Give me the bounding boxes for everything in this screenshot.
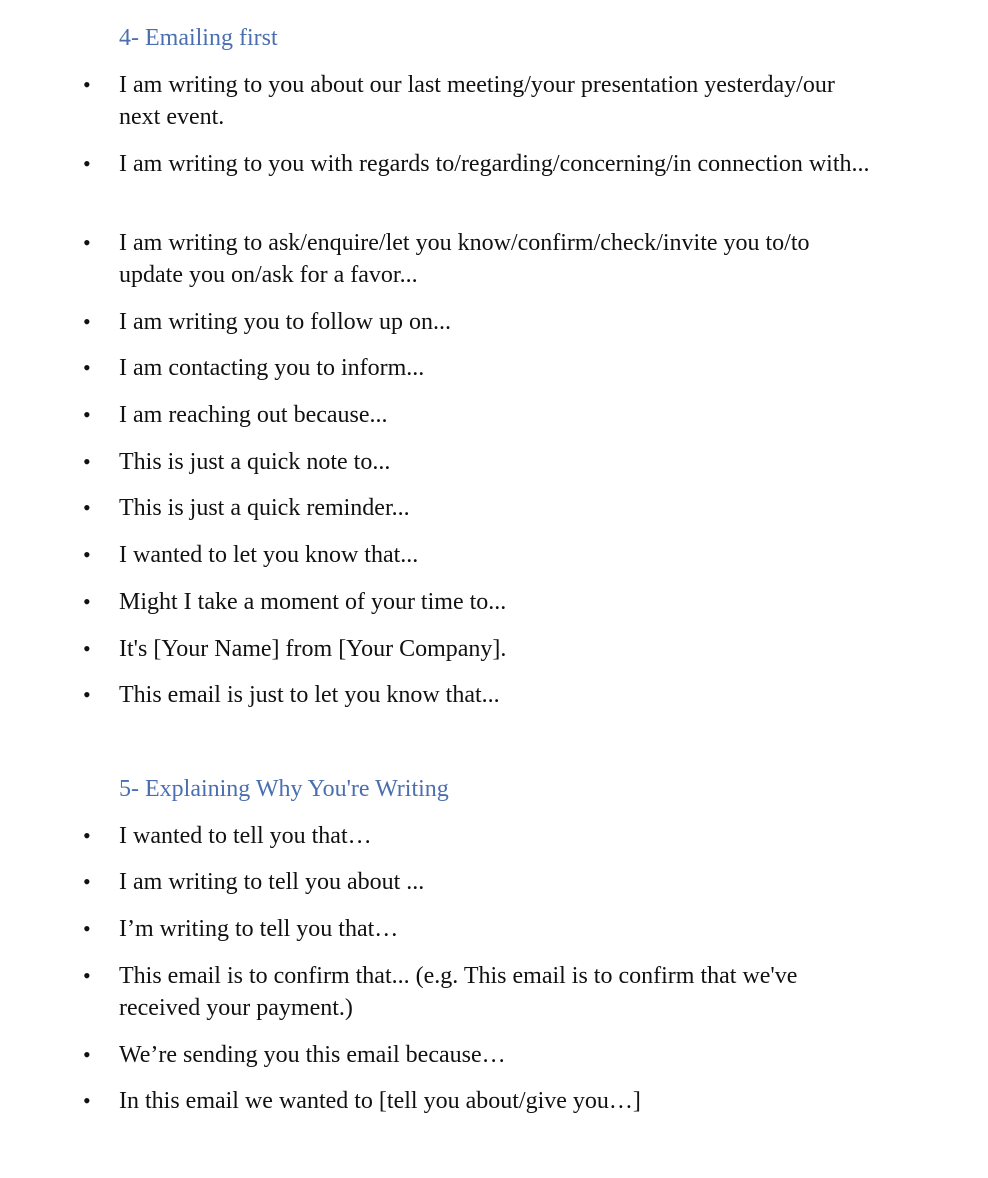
- bullet-icon: •: [83, 355, 91, 380]
- bullet-icon: •: [83, 636, 91, 661]
- bullet-icon: •: [83, 449, 91, 474]
- bullet-icon: •: [83, 402, 91, 427]
- list-item-text: I wanted to let you know that...: [119, 542, 419, 568]
- bullet-icon: •: [83, 72, 91, 97]
- list-item-text: This is just a quick reminder...: [119, 495, 410, 521]
- bullet-icon: •: [83, 1042, 91, 1067]
- bullet-icon: •: [83, 151, 91, 176]
- bullet-icon: •: [83, 823, 91, 848]
- list-item-text: This is just a quick note to...: [119, 449, 391, 475]
- bullet-icon: •: [83, 495, 91, 520]
- list-item-text: I wanted to tell you that…: [119, 823, 372, 849]
- list-item-text: I am writing you to follow up on...: [119, 309, 451, 335]
- list-item-text: It's [Your Name] from [Your Company].: [119, 636, 507, 662]
- bullet-icon: •: [83, 542, 91, 567]
- list-item-text: Might I take a moment of your time to...: [119, 589, 507, 615]
- bullet-icon: •: [83, 589, 91, 614]
- bullet-icon: •: [83, 916, 91, 941]
- list-item-text: I’m writing to tell you that…: [119, 916, 399, 942]
- list-item-text: I am contacting you to inform...: [119, 355, 425, 381]
- list-item-text: I am writing to you about our last meeting/your presentation yesterday/our next event.: [119, 72, 835, 130]
- bullet-icon: •: [83, 682, 91, 707]
- list-item-text: This email is just to let you know that...: [119, 682, 500, 708]
- bullet-icon: •: [83, 309, 91, 334]
- list-item-text: This email is to confirm that... (e.g. This email is to confirm that we've received your payment.): [119, 963, 798, 1021]
- section-heading-emailing-first: 4- Emailing first: [119, 25, 278, 51]
- list-item-text: I am reaching out because...: [119, 402, 388, 428]
- list-item-text: I am writing to you with regards to/regarding/concerning/in connection with...: [119, 151, 870, 177]
- bullet-icon: •: [83, 869, 91, 894]
- list-item-text: I am writing to ask/enquire/let you know/confirm/check/invite you to/to update you on/ask for a favor...: [119, 230, 810, 288]
- list-item-text: In this email we wanted to [tell you about/give you…]: [119, 1088, 641, 1114]
- list-item-text: We’re sending you this email because…: [119, 1042, 506, 1068]
- section-heading-explaining-why: 5- Explaining Why You're Writing: [119, 776, 449, 802]
- list-item-text: I am writing to tell you about ...: [119, 869, 425, 895]
- bullet-icon: •: [83, 1088, 91, 1113]
- bullet-icon: •: [83, 963, 91, 988]
- bullet-icon: •: [83, 230, 91, 255]
